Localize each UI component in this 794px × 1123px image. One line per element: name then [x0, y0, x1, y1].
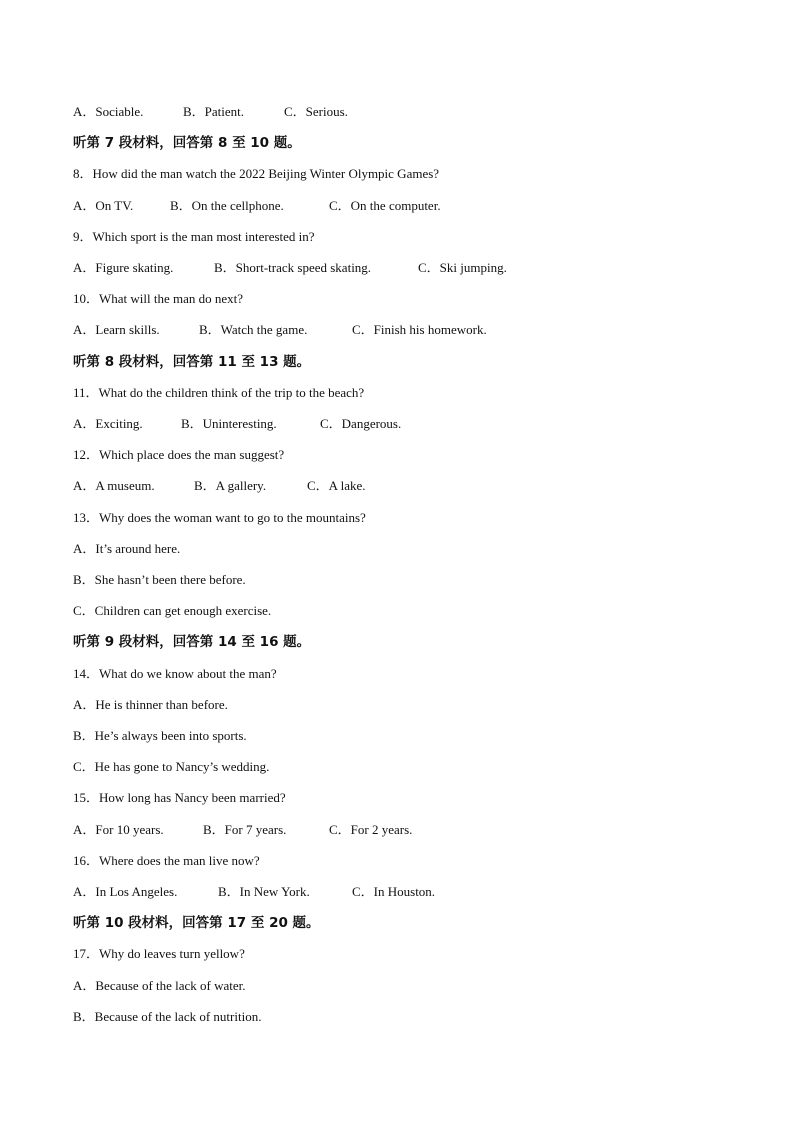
- answer-option: B．On the cellphone.: [170, 198, 284, 213]
- question-text: 17．Why do leaves turn yellow?: [73, 946, 245, 961]
- section-heading: 听第 10 段材料，回答第 17 至 20 题。: [73, 915, 320, 931]
- answer-option: C．In Houston.: [352, 884, 436, 899]
- answer-option: B．Watch the game.: [199, 322, 308, 337]
- answer-option: A．A museum.: [73, 478, 155, 493]
- answer-option: B．Short-track speed skating.: [214, 260, 372, 275]
- question-text: B．He’s always been into sports.: [73, 728, 247, 743]
- section-heading: 听第 7 段材料，回答第 8 至 10 题。: [73, 135, 301, 151]
- question-text: C．Children can get enough exercise.: [73, 603, 272, 618]
- answer-option: C．Ski jumping.: [418, 260, 507, 275]
- answer-option: B．For 7 years.: [203, 822, 287, 837]
- question-text: A．Because of the lack of water.: [73, 978, 246, 993]
- question-text: A．He is thinner than before.: [73, 697, 228, 712]
- question-text: 14．What do we know about the man?: [73, 666, 277, 681]
- answer-option: A．On TV.: [73, 198, 134, 213]
- question-text: C．He has gone to Nancy’s wedding.: [73, 759, 270, 774]
- question-text: 9．Which sport is the man most interested in?: [73, 229, 315, 244]
- question-text: 12．Which place does the man suggest?: [73, 447, 285, 462]
- answer-option: A．Sociable.: [73, 104, 144, 119]
- question-text: 8．How did the man watch the 2022 Beijing Winter Olympic Games?: [73, 166, 440, 181]
- answer-option: B．In New York.: [218, 884, 310, 899]
- question-text: 13．Why does the woman want to go to the mountains?: [73, 510, 366, 525]
- answer-option: C．Finish his homework.: [352, 322, 487, 337]
- answer-option: C．On the computer.: [329, 198, 441, 213]
- question-text: 11．What do the children think of the trip to the beach?: [73, 385, 365, 400]
- section-heading: 听第 9 段材料，回答第 14 至 16 题。: [73, 634, 311, 650]
- question-text: 16．Where does the man live now?: [73, 853, 260, 868]
- answer-option: B．A gallery.: [194, 478, 267, 493]
- question-text: B．She hasn’t been there before.: [73, 572, 246, 587]
- answer-option: A．Exciting.: [73, 416, 143, 431]
- answer-option: B．Patient.: [183, 104, 245, 119]
- answer-option: A．Learn skills.: [73, 322, 160, 337]
- answer-option: C．A lake.: [307, 478, 366, 493]
- question-text: B．Because of the lack of nutrition.: [73, 1009, 262, 1024]
- answer-option: C．For 2 years.: [329, 822, 413, 837]
- answer-option: B．Uninteresting.: [181, 416, 277, 431]
- question-text: A．It’s around here.: [73, 541, 181, 556]
- answer-option: A．In Los Angeles.: [73, 884, 178, 899]
- section-heading: 听第 8 段材料，回答第 11 至 13 题。: [73, 354, 311, 370]
- question-text: 10．What will the man do next?: [73, 291, 244, 306]
- answer-option: C．Dangerous.: [320, 416, 402, 431]
- answer-option: A．Figure skating.: [73, 260, 174, 275]
- question-text: 15．How long has Nancy been married?: [73, 790, 286, 805]
- answer-option: C．Serious.: [284, 104, 348, 119]
- answer-option: A．For 10 years.: [73, 822, 164, 837]
